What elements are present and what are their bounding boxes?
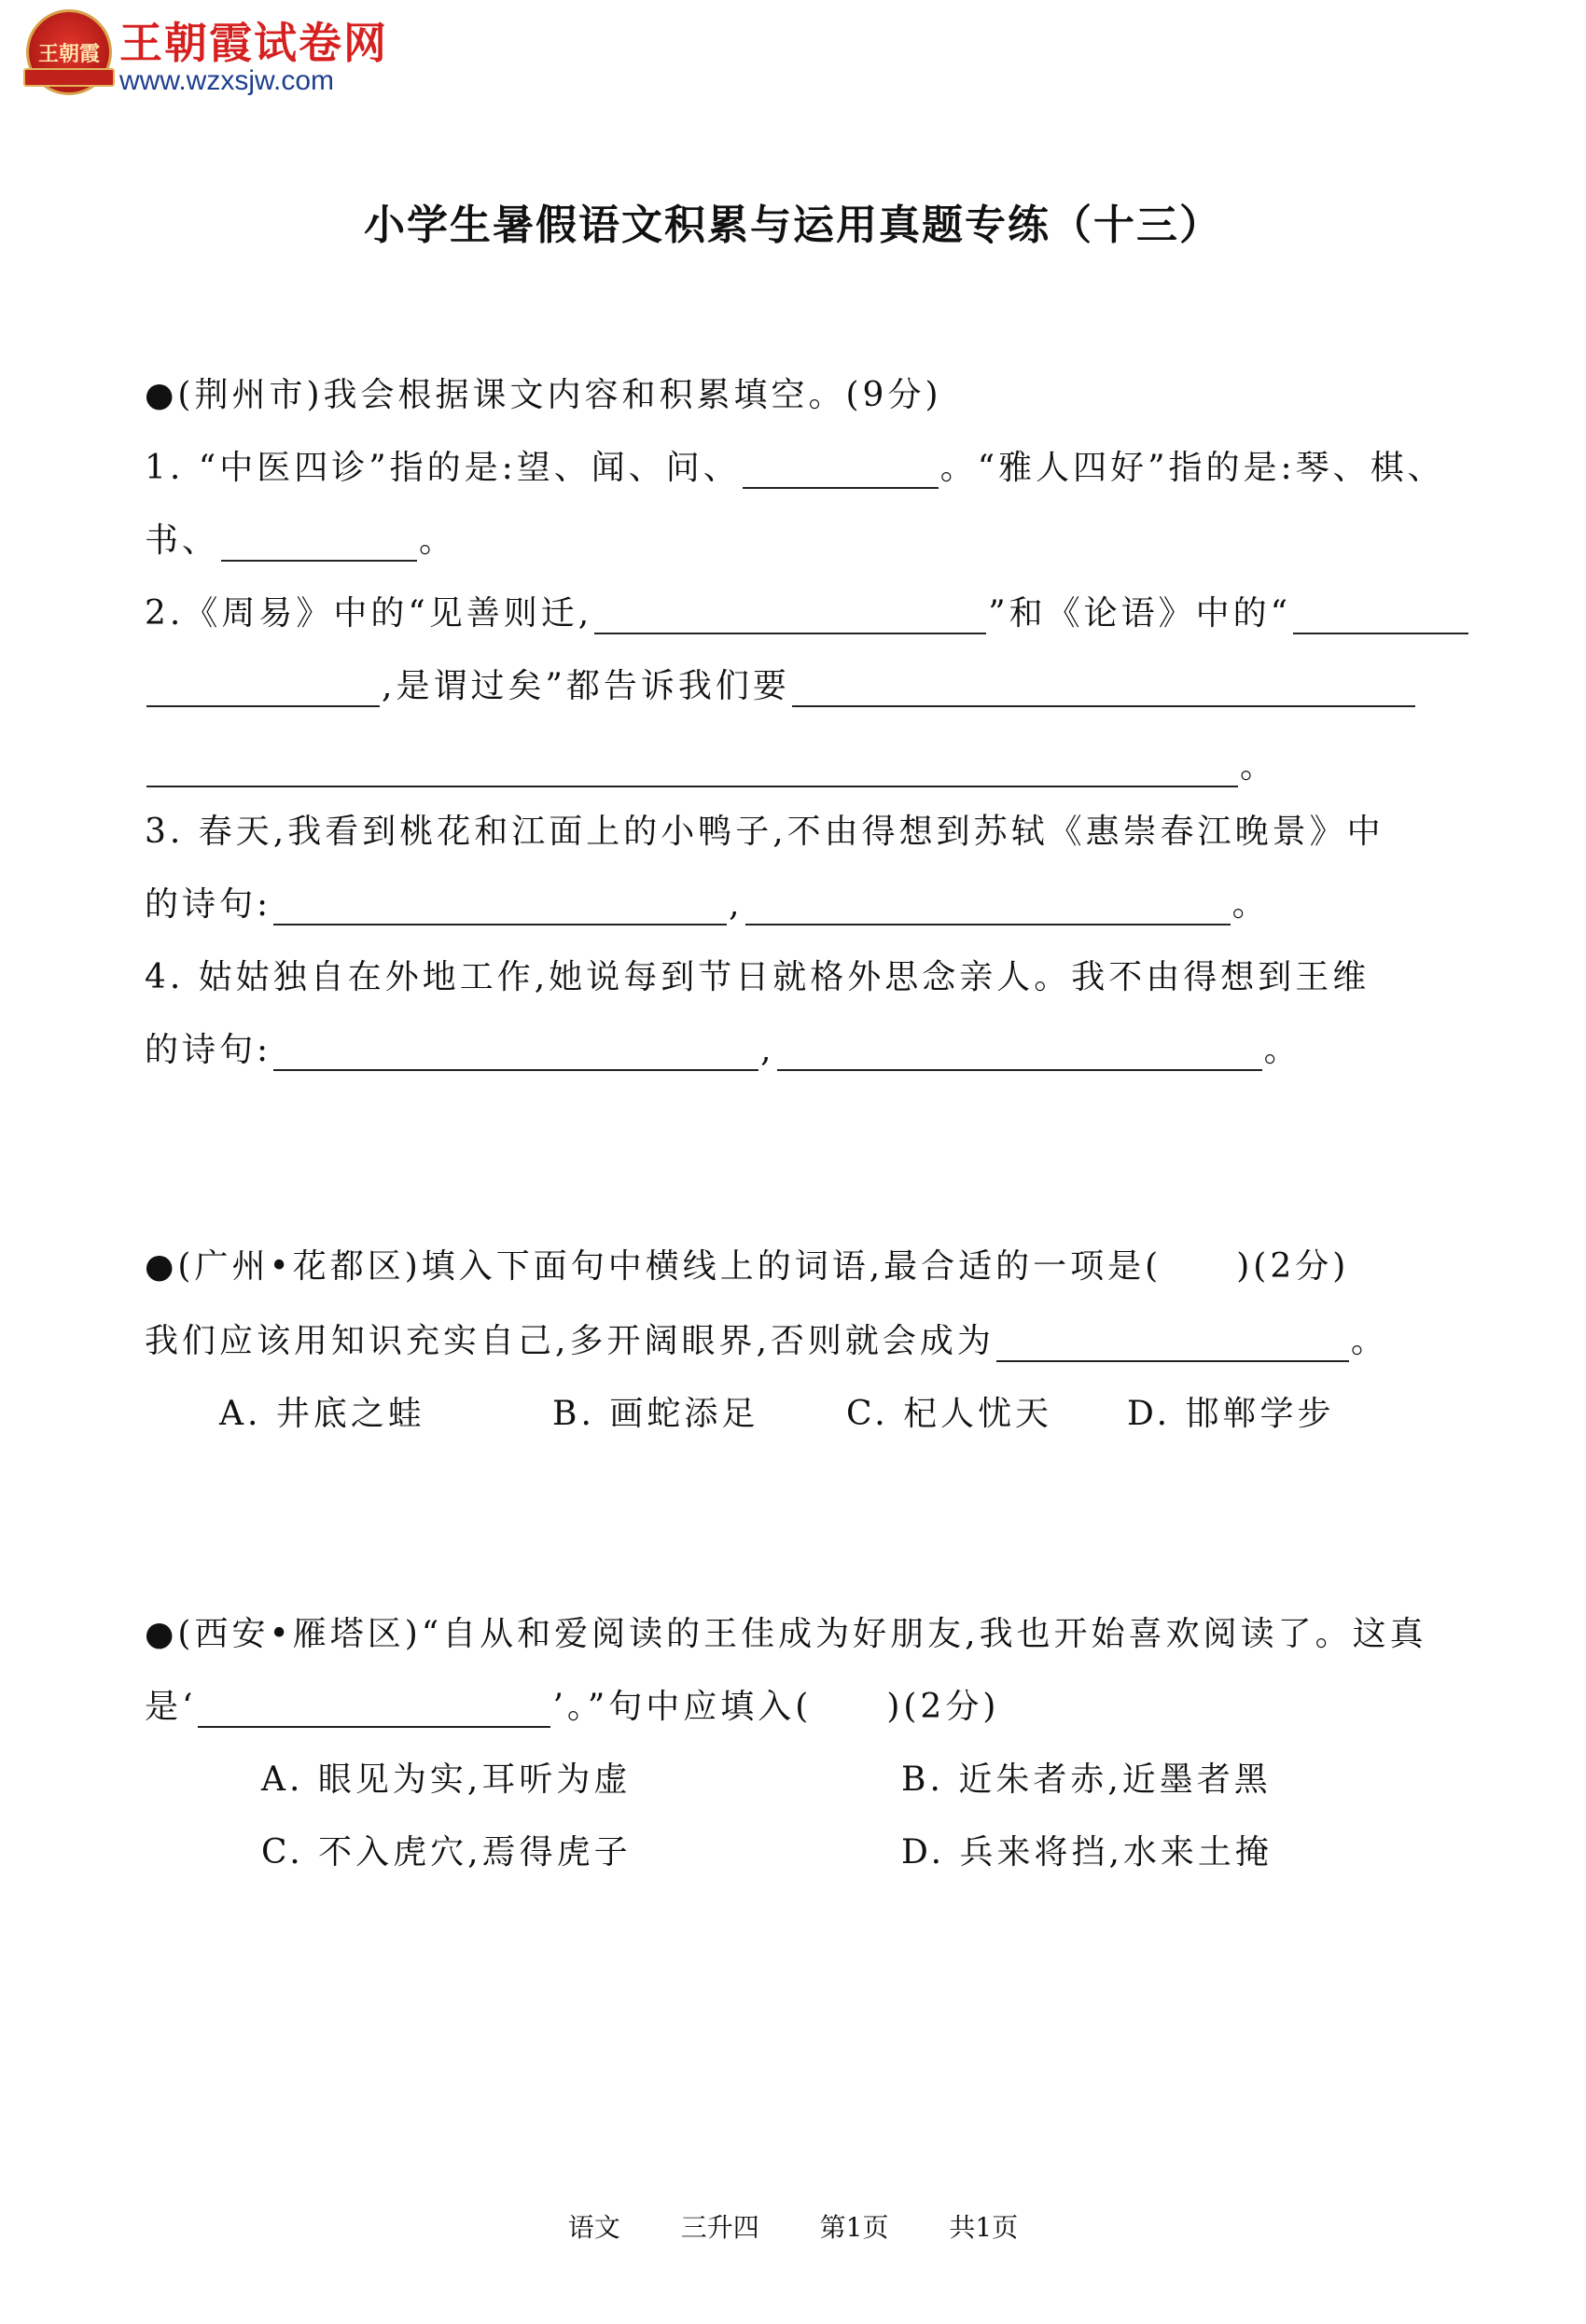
blank-poem-su-2[interactable] [745,890,1231,925]
logo-url: www.wzxsjw.com [119,65,335,96]
blank-meaning-a[interactable] [792,672,1415,707]
q2-end: 。 [1350,1322,1388,1360]
blank-poem-wang-1[interactable] [273,1036,758,1071]
blank-hua[interactable] [221,526,417,562]
page-footer [0,2207,1586,2245]
q1-line-6: 3. 春天,我看到桃花和江面上的小鸭子,不由得想到苏轼《惠崇春江晚景》中 [145,813,1384,851]
blank-meaning-b[interactable] [146,752,1238,787]
q1-l3a: 2.《周易》中的“见善则迁, [145,594,593,633]
q1-line-4 [145,666,1417,707]
blank-poem-wang-2[interactable] [777,1036,1262,1071]
q1-l9a: 的诗句: [145,1031,272,1069]
q1-l5: 。 [1240,747,1278,786]
blank-idiom[interactable] [996,1327,1349,1362]
q2-option-c[interactable]: C. 杞人忧天 [846,1395,1053,1433]
q1-header: ●(荆州市)我会根据课文内容和积累填空。(9分) [145,376,942,414]
q3-option-d[interactable]: D. 兵来将挡,水来土掩 [901,1833,1273,1872]
q1-line-3 [145,593,1470,634]
q1-l7a: 的诗句: [145,885,272,924]
q3-option-c[interactable]: C. 不入虎穴,焉得虎子 [261,1833,632,1872]
blank-zhouyi[interactable] [594,599,986,634]
logo-seal-icon [26,9,112,95]
q2-sentence-text: 我们应该用知识充实自己,多开阔眼界,否则就会成为 [145,1322,995,1360]
footer-total: 共1页 [949,2212,1019,2243]
q1-line-1 [145,448,1445,489]
footer-grade: 三升四 [680,2212,759,2243]
logo-seal-text: 王朝霞 [37,42,100,66]
q3-line-2 [145,1687,999,1728]
q1-l4a: ,是谓过矣”都告诉我们要 [382,667,790,705]
q1-line-9 [145,1030,1301,1071]
q2-option-d[interactable]: D. 邯郸学步 [1127,1395,1335,1433]
logo-brand: 王朝霞试卷网 [119,18,388,68]
q1-l2a: 书、 [145,522,220,560]
q3-option-b[interactable]: B. 近朱者赤,近墨者黑 [901,1760,1272,1799]
q1-line-8: 4. 姑姑独自在外地工作,她说每到节日就格外思念亲人。我不由得想到王维 [145,958,1370,996]
site-logo [26,6,399,99]
q2-header: ●(广州•花都区)填入下面句中横线上的词语,最合适的一项是( )(2分) [145,1247,1350,1286]
q3-l2b: ’。”句中应填入( )(2分) [552,1688,1000,1726]
q1-l1b: 。“雅人四好”指的是:琴、棋、 [939,449,1445,487]
q1-line-5 [145,746,1277,787]
blank-lunyu-a[interactable] [1293,599,1468,634]
q1-l9b: , [760,1031,775,1069]
q2-sentence [145,1321,1388,1362]
q1-l7c: 。 [1231,885,1270,924]
q3-header: ●(西安•雁塔区)“自从和爱阅读的王佳成为好朋友,我也开始喜欢阅读了。这真 [145,1615,1427,1653]
logo-ribbon [23,68,115,87]
q3-option-a[interactable]: A. 眼见为实,耳听为虚 [261,1760,632,1799]
q2-option-b[interactable]: B. 画蛇添足 [552,1395,759,1433]
blank-wen-qie[interactable] [743,453,939,489]
q1-line-7 [145,884,1270,925]
q1-line-2 [145,521,456,562]
blank-poem-su-1[interactable] [273,890,727,925]
page-title: 小学生暑假语文积累与运用真题专练（十三） [364,202,1222,249]
q1-l1a: 1. “中医四诊”指的是:望、闻、问、 [145,449,741,487]
q1-l3b: ”和《论语》中的“ [988,594,1292,633]
blank-lunyu-b[interactable] [146,672,380,707]
q1-l7b: , [729,885,744,924]
footer-subject: 语文 [567,2212,620,2243]
q1-l2b: 。 [419,522,457,560]
blank-proverb[interactable] [198,1692,550,1728]
q3-l2a: 是‘ [145,1688,197,1726]
q2-option-a[interactable]: A. 井底之蛙 [219,1395,425,1433]
q1-l9c: 。 [1263,1031,1301,1069]
footer-page: 第1页 [819,2212,889,2243]
